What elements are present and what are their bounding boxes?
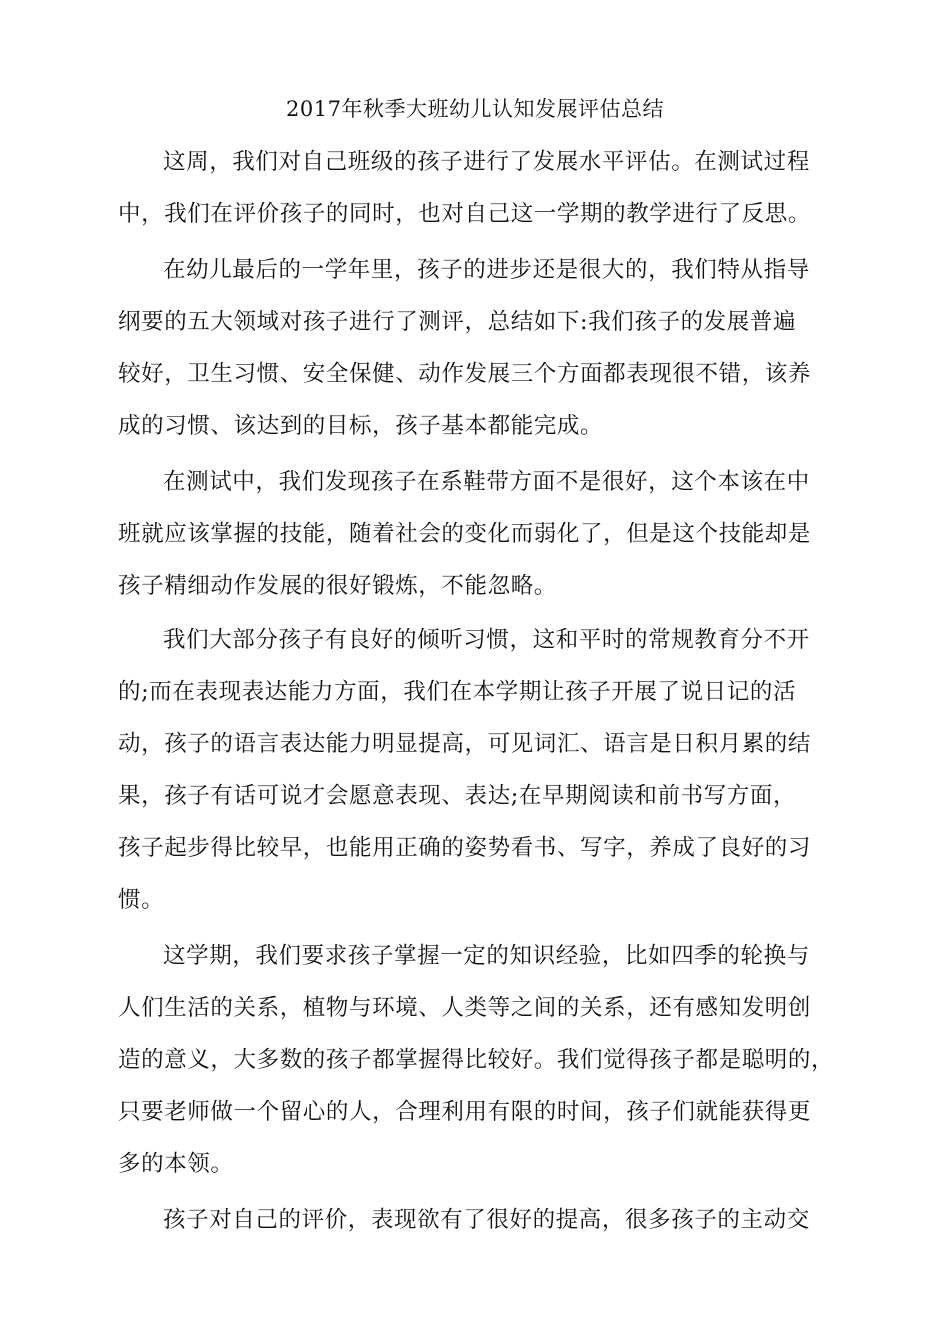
- paragraph-5: [118, 930, 838, 1190]
- paragraph-line: 在幼儿最后的一学年里，孩子的进步还是很大的，我们特从指导: [163, 257, 810, 283]
- paragraph-line: 孩子对自己的评价，表现欲有了很好的提高，很多孩子的主动交: [163, 1207, 810, 1233]
- paragraph-4: [118, 614, 838, 926]
- paragraph-line: 这周，我们对自己班级的孩子进行了发展水平评估。在测试过程: [163, 149, 810, 175]
- paragraph-line: 较好，卫生习惯、安全保健、动作发展三个方面都表现很不错，该养: [118, 361, 812, 387]
- document-title: 2017年秋季大班幼儿认知发展评估总结: [286, 97, 664, 121]
- paragraph-line: 我们大部分孩子有良好的倾听习惯，这和平时的常规教育分不开: [163, 627, 810, 653]
- paragraph-line: 成的习惯、该达到的目标，孩子基本都能完成。: [118, 413, 604, 439]
- paragraph-3: [118, 456, 838, 612]
- paragraph-line: 这学期，我们要求孩子掌握一定的知识经验，比如四季的轮换与: [163, 943, 810, 969]
- paragraph-1: [118, 136, 838, 240]
- paragraph-line: 多的本领。: [118, 1151, 234, 1177]
- paragraph-line: 动，孩子的语言表达能力明显提高，可见词汇、语言是日积月累的结: [118, 731, 812, 757]
- paragraph-line: 惯。: [118, 887, 165, 913]
- paragraph-line: 果，孩子有话可说才会愿意表现、表达;在早期阅读和前书写方面，: [118, 783, 797, 809]
- paragraph-line: 在测试中，我们发现孩子在系鞋带方面不是很好，这个本该在中: [163, 469, 810, 495]
- paragraph-2: [118, 244, 838, 452]
- paragraph-line: 中，我们在评价孩子的同时，也对自己这一学期的教学进行了反思。: [118, 201, 812, 227]
- paragraph-line: 造的意义，大多数的孩子都掌握得比较好。我们觉得孩子都是聪明的，: [118, 1047, 835, 1073]
- paragraph-line: 纲要的五大领域对孩子进行了测评，总结如下:我们孩子的发展普遍: [118, 309, 797, 335]
- paragraph-line: 孩子精细动作发展的很好锻炼，不能忽略。: [118, 573, 557, 599]
- paragraph-line: 班就应该掌握的技能，随着社会的变化而弱化了，但是这个技能却是: [118, 521, 812, 547]
- paragraph-line: 的;而在表现表达能力方面，我们在本学期让孩子开展了说日记的活: [118, 679, 797, 705]
- paragraph-line: 只要老师做一个留心的人，合理利用有限的时间，孩子们就能获得更: [118, 1099, 812, 1125]
- paragraph-6: [118, 1194, 838, 1246]
- paragraph-line: 孩子起步得比较早，也能用正确的姿势看书、写字，养成了良好的习: [118, 835, 812, 861]
- paragraph-line: 人们生活的关系，植物与环境、人类等之间的关系，还有感知发明创: [118, 995, 812, 1021]
